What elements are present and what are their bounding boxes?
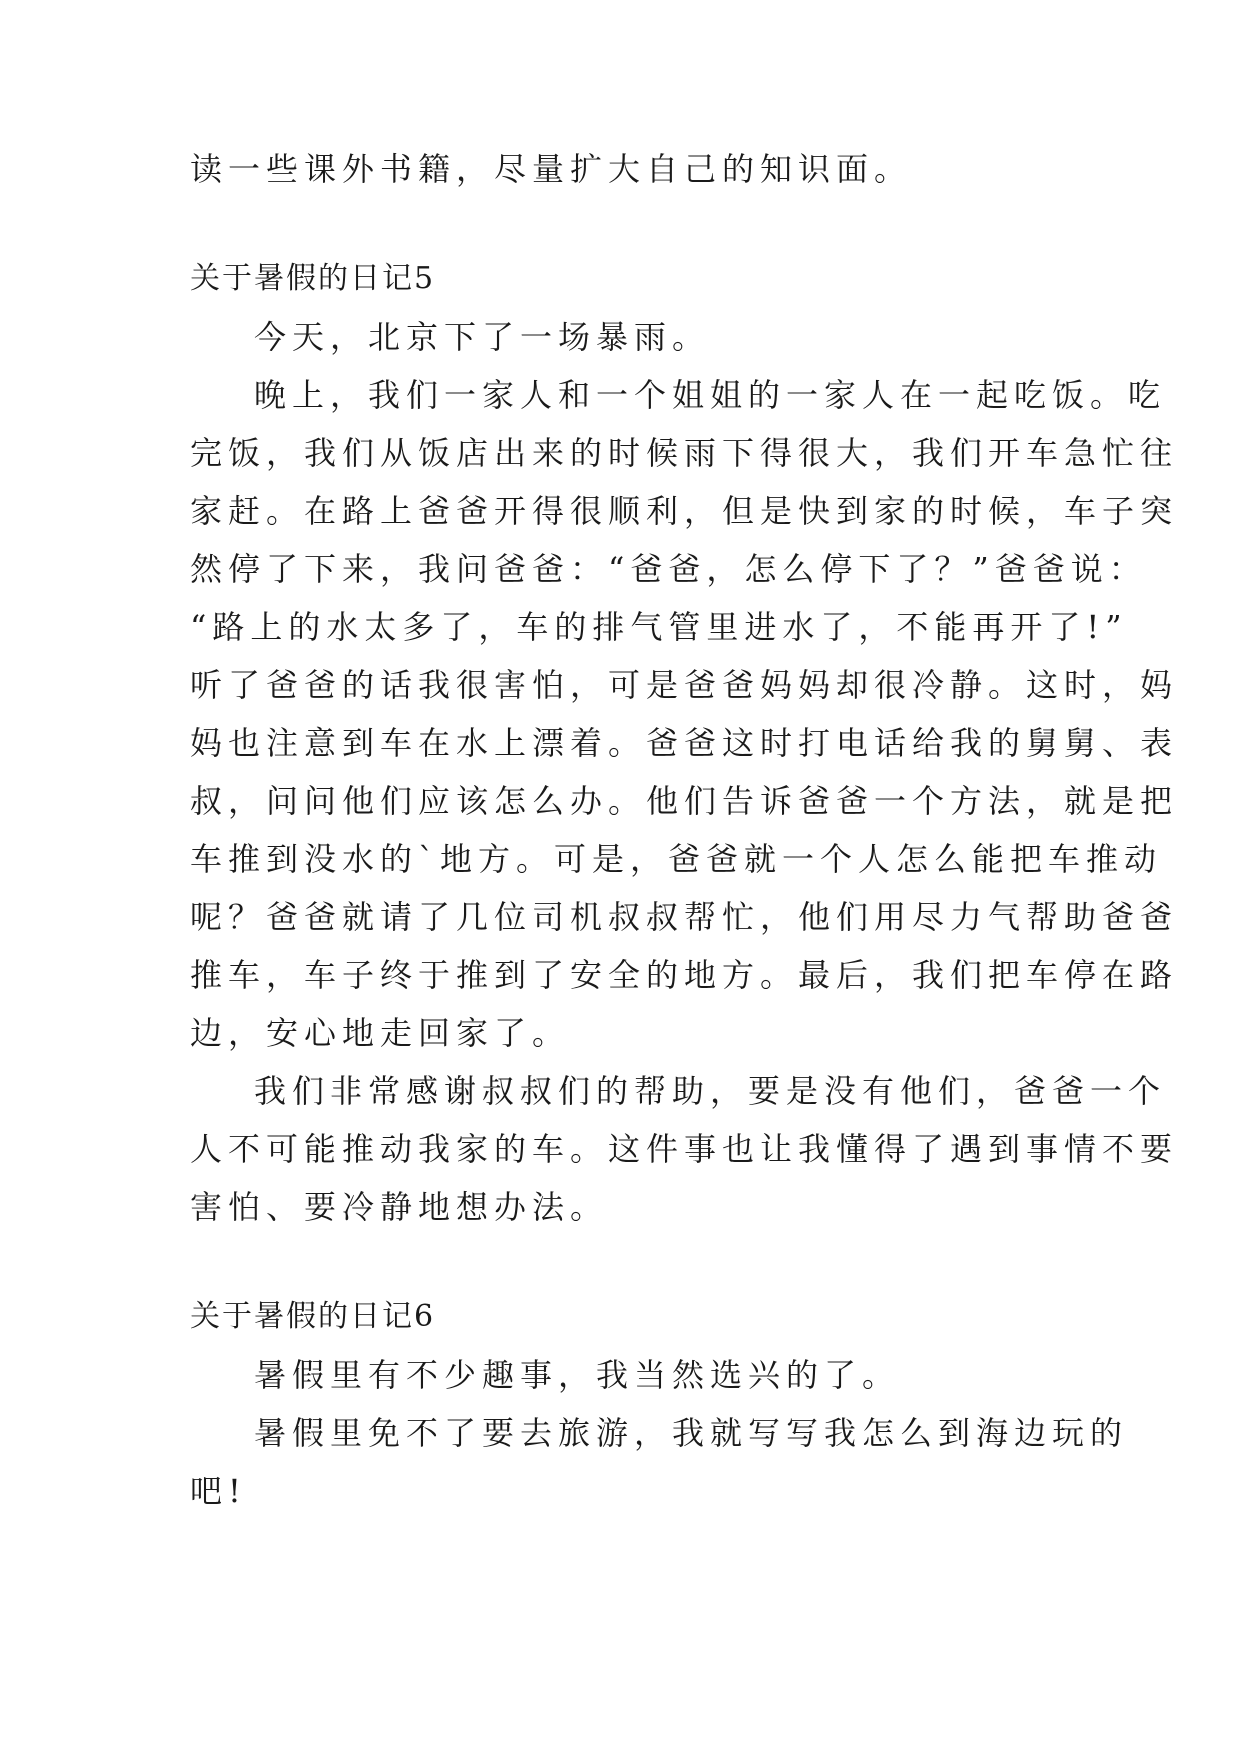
paragraph-line: 家赶。在路上爸爸开得很顺利，但是快到家的时候，车子突 bbox=[190, 492, 1179, 530]
paragraph-line: 我们非常感谢叔叔们的帮助，要是没有他们，爸爸一个 bbox=[254, 1072, 1167, 1110]
section-heading-6: 关于暑假的日记6 bbox=[190, 1299, 436, 1334]
intro-line: 读一些课外书籍，尽量扩大自己的知识面。 bbox=[190, 150, 913, 188]
paragraph-line: 完饭，我们从饭店出来的时候雨下得很大，我们开车急忙往 bbox=[190, 434, 1179, 472]
document-page bbox=[190, 140, 1179, 1520]
paragraph-line: 晚上，我们一家人和一个姐姐的一家人在一起吃饭。吃 bbox=[254, 376, 1167, 414]
paragraph-line: “路上的水太多了，车的排气管里进水了，不能再开了!” bbox=[190, 608, 1128, 646]
section-gap bbox=[190, 1236, 1060, 1288]
paragraph-line: 妈也注意到车在水上漂着。爸爸这时打电话给我的舅舅、表 bbox=[190, 724, 1179, 762]
section-heading-5: 关于暑假的日记5 bbox=[190, 261, 436, 296]
paragraph-line: 推车，车子终于推到了安全的地方。最后，我们把车停在路 bbox=[190, 956, 1179, 994]
paragraph-line: 听了爸爸的话我很害怕，可是爸爸妈妈却很冷静。这时，妈 bbox=[190, 666, 1179, 704]
paragraph-line: 暑假里有不少趣事，我当然选兴的了。 bbox=[254, 1356, 901, 1394]
paragraph-line: 人不可能推动我家的车。这件事也让我懂得了遇到事情不要 bbox=[190, 1130, 1179, 1168]
paragraph-line: 边，安心地走回家了。 bbox=[190, 1014, 571, 1052]
paragraph-line: 今天，北京下了一场暴雨。 bbox=[254, 318, 711, 356]
paragraph-line: 然停了下来，我问爸爸：“爸爸，怎么停下了？”爸爸说： bbox=[190, 550, 1147, 588]
section-gap bbox=[190, 198, 1060, 250]
paragraph-line: 车推到没水的`地方。可是，爸爸就一个人怎么能把车推动 bbox=[190, 840, 1163, 878]
paragraph-line: 吧! bbox=[190, 1472, 247, 1510]
paragraph-line: 呢？爸爸就请了几位司机叔叔帮忙，他们用尽力气帮助爸爸 bbox=[190, 898, 1179, 936]
paragraph-line: 暑假里免不了要去旅游，我就写写我怎么到海边玩的 bbox=[254, 1414, 1129, 1452]
paragraph-line: 叔，问问他们应该怎么办。他们告诉爸爸一个方法，就是把 bbox=[190, 782, 1179, 820]
paragraph-line: 害怕、要冷静地想办法。 bbox=[190, 1188, 609, 1226]
